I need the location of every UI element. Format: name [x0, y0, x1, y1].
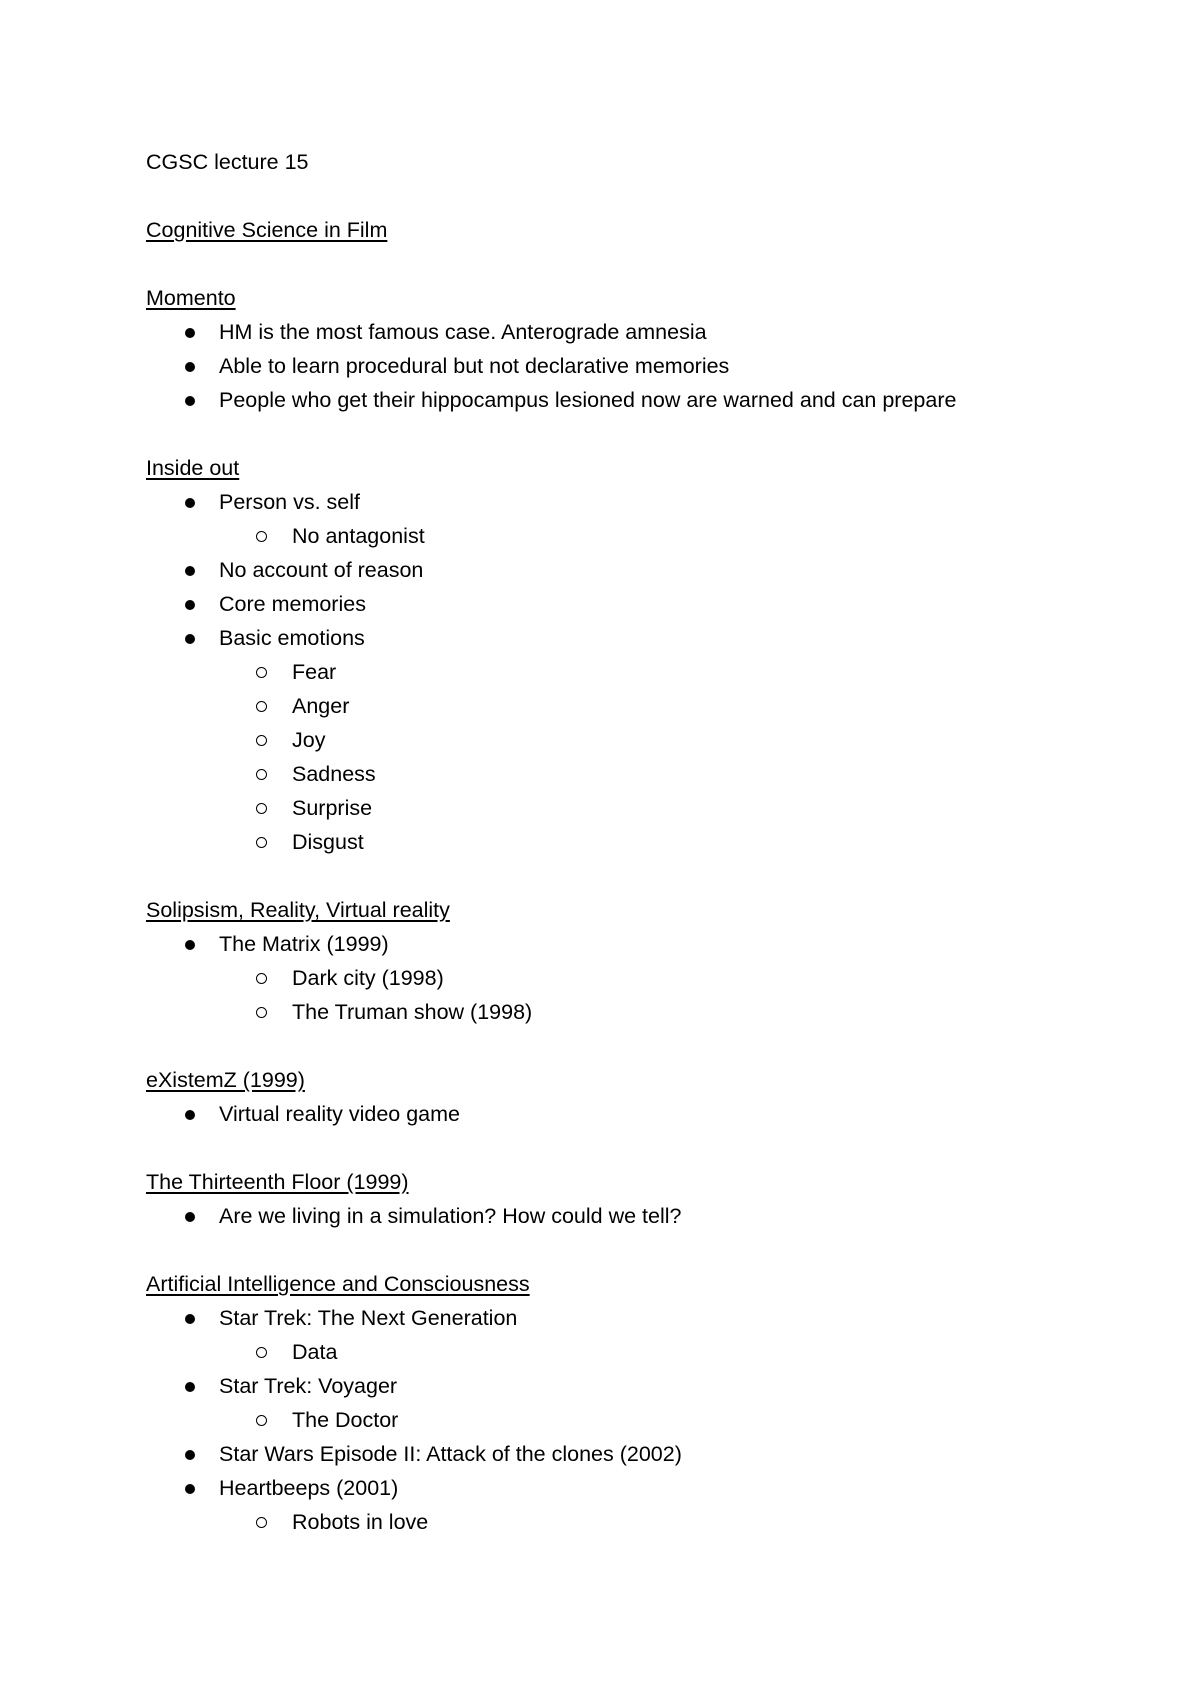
- spacer: [146, 859, 1106, 893]
- section-heading: eXistemZ (1999): [146, 1068, 305, 1092]
- spacer: [146, 1131, 1106, 1165]
- hollow-bullet-icon: [256, 837, 267, 848]
- bullet-text: Robots in love: [292, 1510, 429, 1534]
- bullet-text: Are we living in a simulation? How could we tell?: [219, 1204, 682, 1228]
- bullet-text: Heartbeeps (2001): [219, 1476, 399, 1500]
- sub-bullet-item: [146, 825, 1106, 859]
- hollow-bullet-icon: [256, 1347, 267, 1358]
- document-subtitle: Cognitive Science in Film: [146, 218, 388, 242]
- bullet-item: [146, 1199, 1106, 1233]
- spacer: [146, 1233, 1106, 1267]
- bullet-item: [146, 315, 1106, 349]
- bullet-text: Surprise: [292, 796, 373, 820]
- bullet-text: Disgust: [292, 830, 364, 854]
- sub-bullet-item: [146, 689, 1106, 723]
- spacer: [146, 1029, 1106, 1063]
- bullet-text: Person vs. self: [219, 490, 360, 514]
- filled-bullet-icon: [185, 362, 195, 372]
- filled-bullet-icon: [185, 1110, 195, 1120]
- sub-bullet-item: [146, 1335, 1106, 1369]
- hollow-bullet-icon: [256, 803, 267, 814]
- sub-bullet-item: [146, 655, 1106, 689]
- bullet-item: [146, 485, 1106, 519]
- hollow-bullet-icon: [256, 531, 267, 542]
- filled-bullet-icon: [185, 1212, 195, 1222]
- bullet-item: [146, 349, 1106, 383]
- bullet-text: The Doctor: [292, 1408, 399, 1432]
- sub-bullet-item: [146, 995, 1106, 1029]
- filled-bullet-icon: [185, 396, 195, 406]
- sub-bullet-item: [146, 961, 1106, 995]
- bullet-text: The Truman show (1998): [292, 1000, 533, 1024]
- hollow-bullet-icon: [256, 735, 267, 746]
- bullet-text: Star Trek: Voyager: [219, 1374, 398, 1398]
- bullet-text: Fear: [292, 660, 337, 684]
- hollow-bullet-icon: [256, 667, 267, 678]
- bullet-text: Dark city (1998): [292, 966, 444, 990]
- filled-bullet-icon: [185, 566, 195, 576]
- sub-bullet-item: [146, 1403, 1106, 1437]
- hollow-bullet-icon: [256, 701, 267, 712]
- bullet-item: [146, 383, 1106, 417]
- bullet-text: Anger: [292, 694, 350, 718]
- bullet-text: Sadness: [292, 762, 376, 786]
- filled-bullet-icon: [185, 498, 195, 508]
- sub-bullet-item: [146, 519, 1106, 553]
- bullet-item: [146, 1369, 1106, 1403]
- hollow-bullet-icon: [256, 1007, 267, 1018]
- sub-bullet-item: [146, 1505, 1106, 1539]
- bullet-item: [146, 1097, 1106, 1131]
- section-heading: Artificial Intelligence and Consciousness: [146, 1272, 530, 1296]
- bullet-text: Joy: [292, 728, 326, 752]
- filled-bullet-icon: [185, 1484, 195, 1494]
- bullet-item: [146, 587, 1106, 621]
- bullet-item: [146, 1301, 1106, 1335]
- filled-bullet-icon: [185, 940, 195, 950]
- bullet-text: Able to learn procedural but not declarative memories: [219, 354, 730, 378]
- hollow-bullet-icon: [256, 973, 267, 984]
- section-heading: Inside out: [146, 456, 240, 480]
- filled-bullet-icon: [185, 1314, 195, 1324]
- sections-container: [146, 281, 1106, 1539]
- filled-bullet-icon: [185, 600, 195, 610]
- bullet-text: No antagonist: [292, 524, 425, 548]
- bullet-text: The Matrix (1999): [219, 932, 389, 956]
- bullet-text: Core memories: [219, 592, 366, 616]
- hollow-bullet-icon: [256, 1415, 267, 1426]
- spacer: [146, 247, 1106, 281]
- bullet-text: No account of reason: [219, 558, 424, 582]
- bullet-item: [146, 927, 1106, 961]
- document-title: CGSC lecture 15: [146, 150, 309, 174]
- hollow-bullet-icon: [256, 1517, 267, 1528]
- bullet-item: [146, 553, 1106, 587]
- bullet-item: [146, 621, 1106, 655]
- spacer: [146, 417, 1106, 451]
- bullet-item: [146, 1471, 1106, 1505]
- filled-bullet-icon: [185, 1382, 195, 1392]
- sub-bullet-item: [146, 757, 1106, 791]
- bullet-item: [146, 1437, 1106, 1471]
- bullet-text: Basic emotions: [219, 626, 365, 650]
- filled-bullet-icon: [185, 634, 195, 644]
- bullet-text: Star Trek: The Next Generation: [219, 1306, 518, 1330]
- section-heading: Solipsism, Reality, Virtual reality: [146, 898, 450, 922]
- sub-bullet-item: [146, 791, 1106, 825]
- section-heading: The Thirteenth Floor (1999): [146, 1170, 409, 1194]
- bullet-text: People who get their hippocampus lesioned now are warned and can prepare: [219, 388, 957, 412]
- filled-bullet-icon: [185, 1450, 195, 1460]
- bullet-text: HM is the most famous case. Anterograde amnesia: [219, 320, 707, 344]
- sub-bullet-item: [146, 723, 1106, 757]
- bullet-text: Star Wars Episode II: Attack of the clones (2002): [219, 1442, 682, 1466]
- bullet-text: Data: [292, 1340, 338, 1364]
- section-heading: Momento: [146, 286, 236, 310]
- hollow-bullet-icon: [256, 769, 267, 780]
- bullet-text: Virtual reality video game: [219, 1102, 461, 1126]
- filled-bullet-icon: [185, 328, 195, 338]
- document-body: [146, 145, 1106, 1539]
